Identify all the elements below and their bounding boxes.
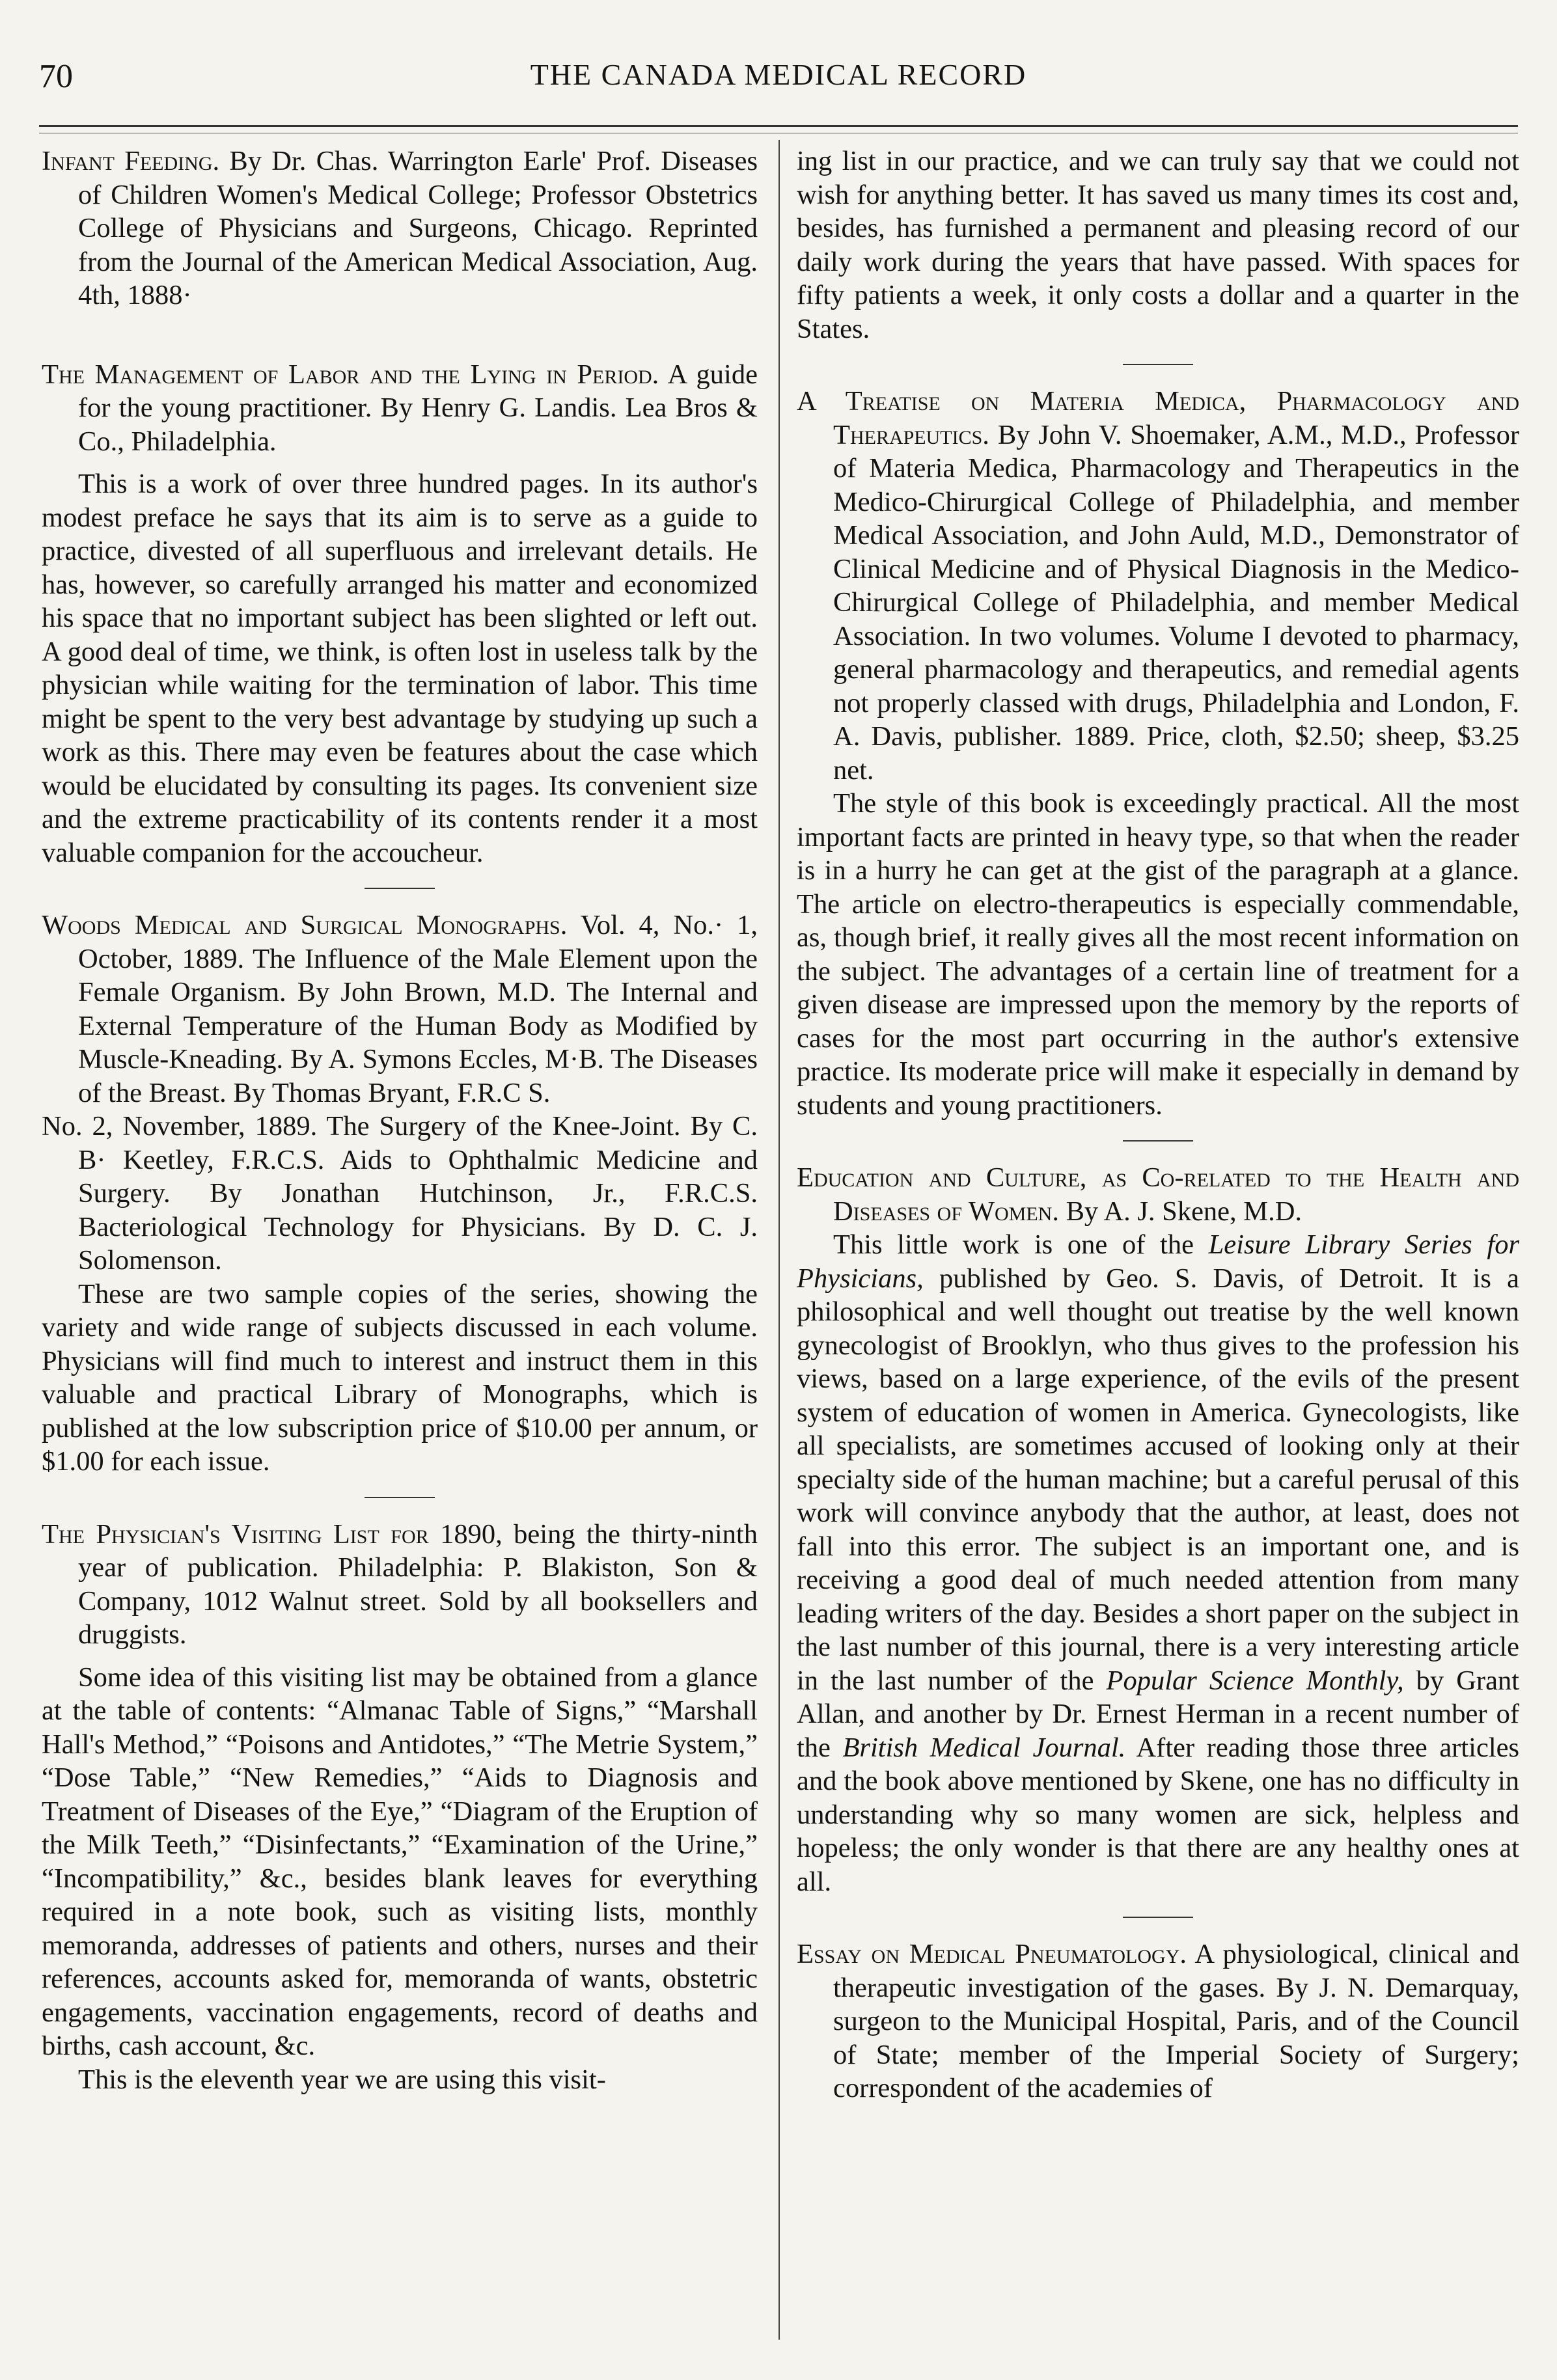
review-visiting-list-body: Some idea of this visiting list may be obtained from a glance at the table of contents: “Almanac Table of Signs,” “Marshall Hall's Method,” “Poisons and Antidotes,” “The Metrie System,” “Dose Table,” “New Remedies,” “Aids to Diagnosis and Treatment of Diseases of the Eye,” “Diagram of the Eruption of the Milk Teeth,” “Disinfectants,” “Examination of the Urine,” “Incompatibility,” &c., besides blank leaves for everything required in a note book, such as visiting lists, monthly memoranda, addresses of patients and others, nurses and their references, accounts asked for, memoranda of wants, obstetric engagements, vaccination engagements, record of deaths and births, cash account, &c.: [42, 1662, 758, 2061]
review-visiting-list-head: [42, 1518, 758, 1652]
journal-name: British Medical Journal.: [842, 1732, 1126, 1763]
review-materia-medica-body: The style of this book is exceedingly practical. All the most important facts are printed in heavy type, so that when the reader is in a hurry he can get at the gist of the paragraph at a glance. The article on electro-therapeutics is especially commendable, as, though brief, it really gives all the most recent information on the subject. The advantages of a certain line of treatment for a given disease are impressed upon the memory by the reports of cases for the most part occurring in the author's extensive practice. Its moderate price will make it especially in demand by students and young practitioners.: [797, 788, 1519, 1121]
review-education-head: [797, 1161, 1519, 1228]
review-labor-head: [42, 358, 758, 459]
review-title: A Treatise on Materia Medica, Pharmacology and Therapeutics.: [797, 386, 1519, 450]
review-woods-body: These are two sample copies of the series, showing the variety and wide range of subjects discussed in each volume. Physicians will find much to interest and instruct them in this valuable and practical Library of Monographs, which is published at the low subscription price of $10.00 per annum, or $1.00 for each issue.: [42, 1278, 758, 1477]
review-text: published by Geo. S. Davis, of Detroit. It is a philosophical and well thought out treatise by the well known gynecologist of Brooklyn, who thus gives to the profession his views, based on a large experience, of the evils of the present system of education of women in America. Gynecologists, like all specialists, are sometimes accused of looking only at their specialty side of the human machine; but a careful perusal of this work will convince anybody that the author, at least, does not fall into this error. The subject is an important one, and is receiving a good deal of much needed attention from many leading writers of the day. Besides a short paper on the subject in the last number of this journal, there is a very interesting article in the last number of the: [797, 1263, 1520, 1696]
review-citation: By Dr. Chas. Warrington Earle' Prof. Diseases of Children Women's Medical College; Professor Obstetrics College of Physicians and Surgeons, Chicago. Reprinted from the Journal of the American Medical Association, Aug. 4th, 1888·: [78, 146, 758, 310]
review-infant-feeding-head: [42, 144, 758, 312]
series-name: Leisure Library Series for Physicians,: [797, 1229, 1519, 1294]
review-materia-medica-head: [797, 385, 1519, 787]
running-title: THE CANADA MEDICAL RECORD: [530, 58, 1027, 91]
right-column: [797, 144, 1519, 2105]
page-number: 70: [39, 58, 73, 95]
review-woods-head-2: No. 2, November, 1889. The Surgery of the Knee-Joint. By C. B· Keetley, F.R.C.S. Aids to Ophthalmic Medicine and Surgery. By Jonathan Hutchinson, Jr., F.R.C.S. Bacteriological Technology for Physicians. By D. C. J. Solomenson.: [42, 1111, 758, 1276]
review-title: The Physician's Visiting List for: [42, 1518, 429, 1550]
review-education-body: [797, 1228, 1519, 1898]
review-text: This little work is one of the: [833, 1229, 1194, 1260]
review-visiting-list-body-2: This is the eleventh year we are using this visit-: [78, 2064, 606, 2095]
section-separator: [1123, 1140, 1193, 1142]
header-rule: [39, 125, 1518, 127]
review-title: Infant Feeding.: [42, 146, 220, 176]
journal-name: Popular Science Monthly,: [1106, 1665, 1404, 1696]
section-separator: [365, 1497, 435, 1498]
section-separator: [365, 888, 435, 889]
review-citation: By A. J. Skene, M.D.: [1066, 1196, 1302, 1227]
column-divider: [778, 140, 780, 2340]
review-labor-body: This is a work of over three hundred pages. In its author's modest preface he says that its aim is to serve as a guide to practice, divested of all superfluous and irrelevant details. He has, however, so carefully arranged his matter and economized his space that no important subject has been slighted or left out. A good deal of time, we think, is often lost in useless talk by the physician while waiting for the termination of labor. This time might be spent to the very best advantage by studying up such a work as this. There may even be features about the case which would be elucidated by consulting its pages. Its convenient size and the extreme practicability of its contents render it a most valuable companion for the accoucheur.: [42, 469, 758, 868]
review-text: After reading those three articles and the book above mentioned by Skene, one has no difficulty in understanding why so many women are sick, helpless and hopeless; the only wonder is that there are any healthy ones at all.: [797, 1732, 1520, 1897]
left-column: [42, 144, 758, 2096]
review-woods-head: [42, 909, 758, 1110]
review-citation: Vol. 4, No.· 1, October, 1889. The Influence of the Male Element upon the Female Organism. By John Brown, M.D. The Internal and External Temperature of the Human Body as Modified by Muscle-Kneading. By A. Symons Eccles, M·B. The Diseases of the Breast. By Thomas Bryant, F.R.C S.: [78, 910, 758, 1108]
review-citation: By John V. Shoemaker, A.M., M.D., Professor of Materia Medica, Pharmacology and Therapeutics in the Medico-Chirurgical College of Philadelphia, and member Medical Association, and John Auld, M.D., Demonstrator of Clinical Medicine and of Physical Diagnosis in the Medico-Chirurgical College of Philadelphia, and member Medical Association. In two volumes. Volume I devoted to pharmacy, general pharmacology and therapeutics, and remedial agents not properly classed with drugs, Philadelphia and London, F. A. Davis, publisher. 1889. Price, cloth, $2.50; sheep, $3.25 net.: [833, 419, 1519, 786]
review-text: by Grant Allan, and another by Dr. Ernest Herman in a recent number of the: [797, 1665, 1519, 1763]
section-separator: [1123, 364, 1193, 365]
review-title: Woods Medical and Surgical Monographs.: [42, 910, 568, 940]
review-citation: A physiological, clinical and therapeutic investigation of the gases. By J. N. Demarquay, surgeon to the Municipal Hospital, Paris, and of the Council of State; member of the Imperial Society of Surgery; correspondent of the academies of: [833, 1939, 1520, 2103]
review-title: The Management of Labor and the Lying in Period.: [42, 359, 659, 390]
review-citation: 1890, being the thirty-ninth year of publication. Philadelphia: P. Blakiston, Son & Company, 1012 Walnut street. Sold by all booksellers and druggists.: [78, 1518, 758, 1650]
section-separator: [1123, 1917, 1193, 1918]
review-title: Education and Culture, as Co-related to the Health and Diseases of Women.: [797, 1162, 1519, 1227]
review-essay-head: [797, 1937, 1519, 2105]
review-visiting-list-continuation: ing list in our practice, and we can truly say that we could not wish for anything better. It has saved us many times its cost and, besides, has furnished a permanent and pleasing record of our daily work during the years that have passed. With spaces for fifty patients a week, it only costs a dollar and a quarter in the States.: [797, 146, 1519, 344]
review-citation: A guide for the young practitioner. By Henry G. Landis. Lea Bros & Co., Philadelphia.: [78, 359, 758, 457]
review-title: Essay on Medical Pneumatology.: [797, 1939, 1187, 1969]
